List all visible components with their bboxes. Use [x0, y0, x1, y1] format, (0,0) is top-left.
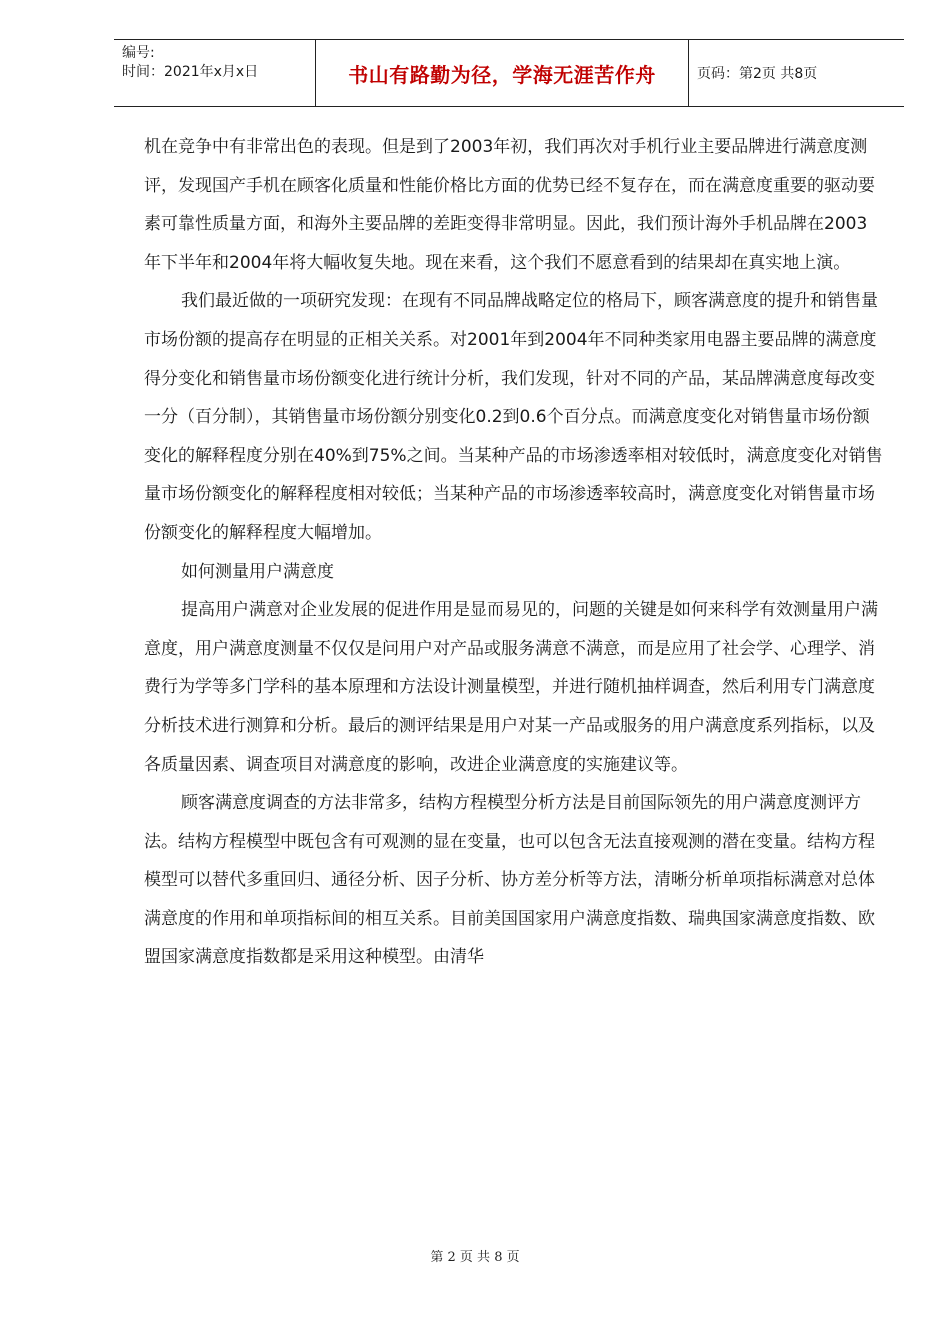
header-meta [114, 40, 316, 106]
page-header [114, 39, 904, 107]
doc-number-label: 编号: [122, 45, 155, 61]
document-body [144, 128, 884, 977]
page-footer: 第 2 页 共 8 页 [430, 1250, 520, 1265]
paragraph: 我们最近做的一项研究发现：在现有不同品牌战略定位的格局下，顾客满意度的提升和销售量市场份额的提高存在明显的正相关关系。对2001年到2004年不同种类家用电器主要品牌的满意度得分变化和销售量市场份额变化进行统计分析，我们发现，针对不同的产品，某品牌满意度每改变一分（百分制），其销售量市场份额分别变化0.2到0.6个百分点。而满意度变化对销售量市场份额变化的解释程度分别在40%到75%之间。当某种产品的市场渗透率相对较低时，满意度变化对销售量市场份额变化的解释程度相对较低；当某种产品的市场渗透率较高时，满意度变化对销售量市场份额变化的解释程度大幅增加。 [144, 291, 883, 543]
paragraph-continued: 机在竞争中有非常出色的表现。但是到了2003年初，我们再次对手机行业主要品牌进行满意度测评，发现国产手机在顾客化质量和性能价格比方面的优势已经不复存在，而在满意度重要的驱动要素可靠性质量方面，和海外主要品牌的差距变得非常明显。因此，我们预计海外手机品牌在2003年下半年和2004年将大幅收复失地。现在来看，这个我们不愿意看到的结果却在真实地上演。 [144, 137, 875, 273]
paragraph: 提高用户满意对企业发展的促进作用是显而易见的，问题的关键是如何来科学有效测量用户满意度，用户满意度测量不仅仅是问用户对产品或服务满意不满意，而是应用了社会学、心理学、消费行为学等多门学科的基本原理和方法设计测量模型，并进行随机抽样调查，然后利用专门满意度分析技术进行测算和分析。最后的测评结果是用户对某一产品或服务的用户满意度系列指标，以及各质量因素、调查项目对满意度的影响，改进企业满意度的实施建议等。 [144, 600, 878, 775]
header-motto-cell [316, 40, 689, 106]
section-heading: 如何测量用户满意度 [181, 561, 334, 582]
time-label: 时间：2021年x月x日 [122, 64, 259, 80]
paragraph: 顾客满意度调查的方法非常多，结构方程模型分析方法是目前国际领先的用户满意度测评方法。结构方程模型中既包含有可观测的显在变量，也可以包含无法直接观测的潜在变量。结构方程模型可以替代多重回归、通径分析、因子分析、协方差分析等方法，清晰分析单项指标满意对总体满意度的作用和单项指标间的相互关系。目前美国国家用户满意度指数、瑞典国家满意度指数、欧盟国家满意度指数都是采用这种模型。由清华 [144, 793, 875, 968]
header-page-cell [689, 40, 904, 106]
header-motto: 书山有路勤为径，学海无涯苦作舟 [348, 62, 656, 87]
header-page-label: 页码：第2页 共8页 [697, 66, 818, 82]
